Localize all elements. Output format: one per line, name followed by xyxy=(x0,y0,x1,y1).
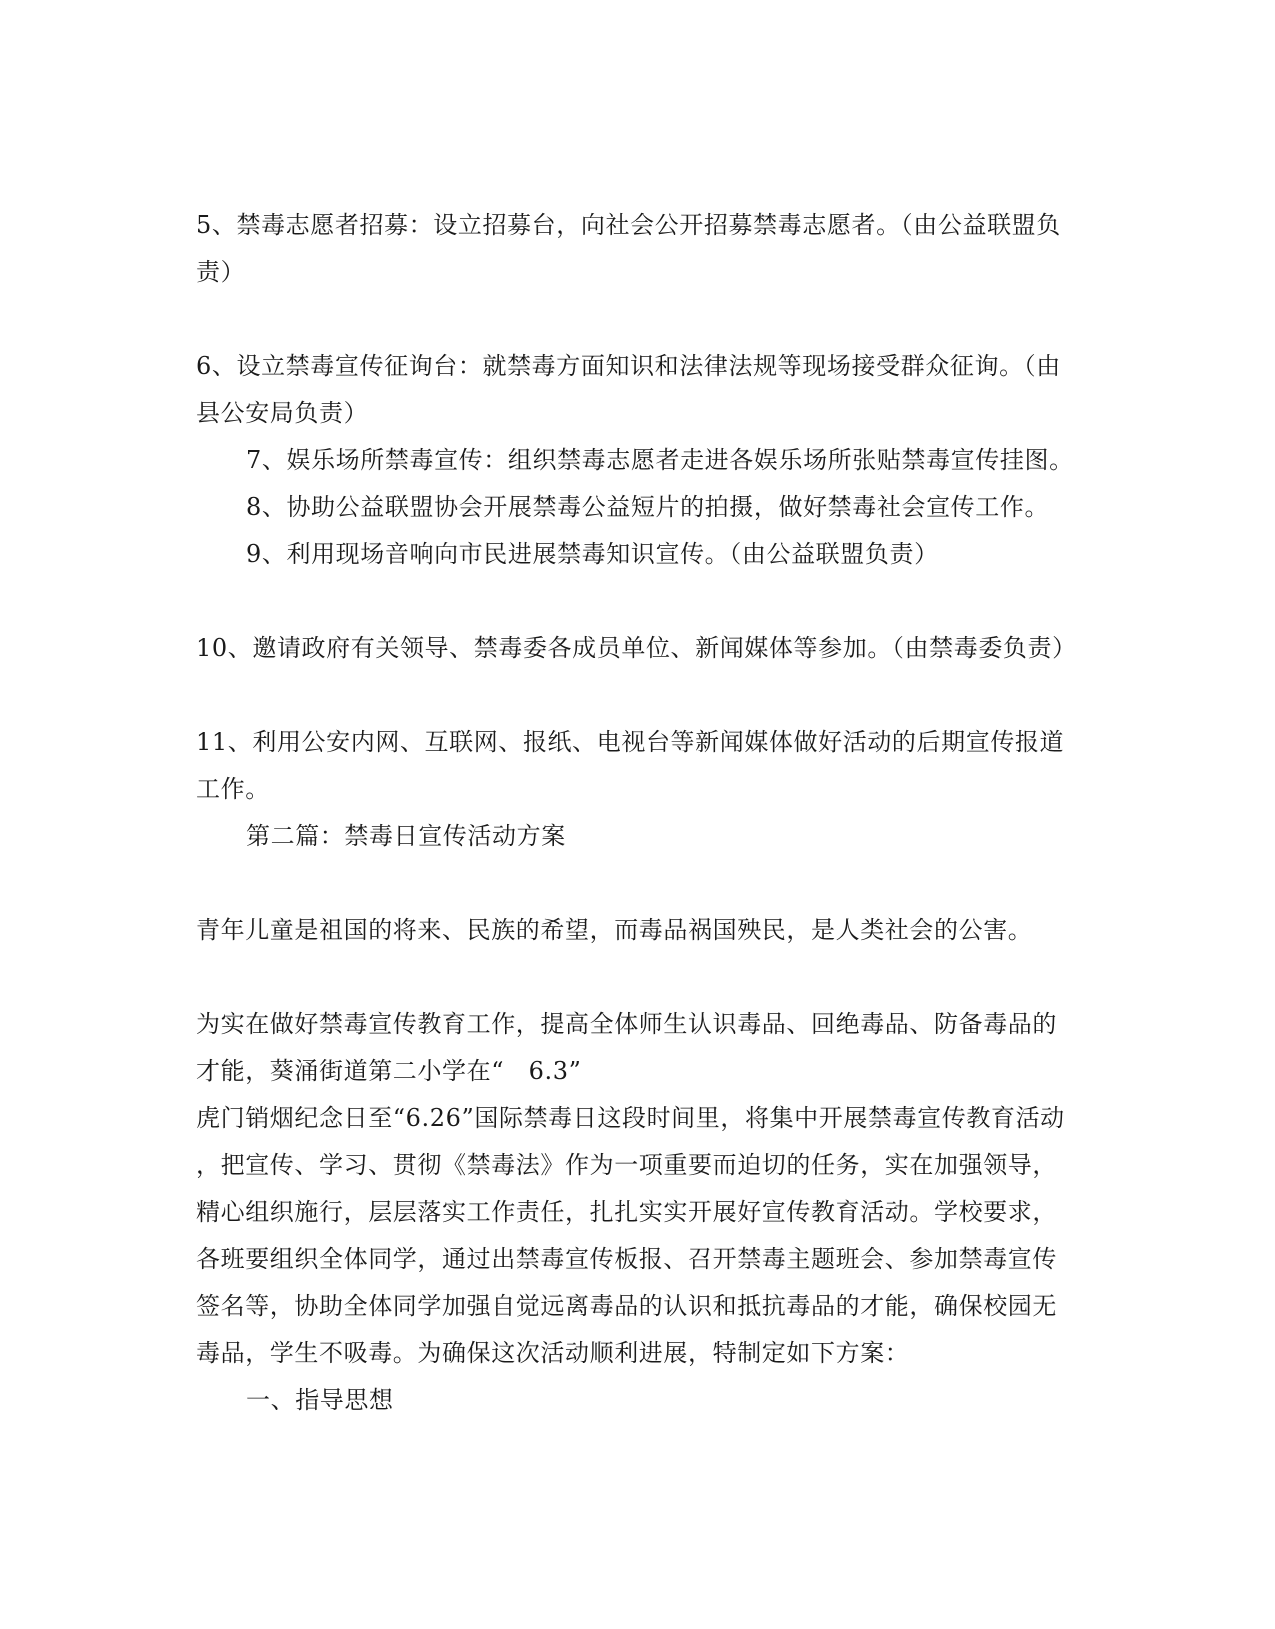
section-heading: 第二篇：禁毒日宣传活动方案 xyxy=(246,822,566,850)
text-line: 精心组织施行，层层落实工作责任，扎扎实实开展好宣传教育活动。学校要求， xyxy=(196,1198,1057,1226)
text-line: 虎门销烟纪念日至“6.26”国际禁毒日这段时间里，将集中开展禁毒宣传教育活动 xyxy=(196,1104,1065,1132)
section-heading: 一、指导思想 xyxy=(246,1386,394,1414)
text-line: 5、禁毒志愿者招募：设立招募台，向社会公开招募禁毒志愿者。（由公益联盟负 xyxy=(196,211,1061,239)
text-line: 6、设立禁毒宣传征询台：就禁毒方面知识和法律法规等现场接受群众征询。（由 xyxy=(196,352,1061,380)
text-line: 才能，葵涌街道第二小学在“ 6.3” xyxy=(196,1057,582,1085)
text-line: 7、娱乐场所禁毒宣传：组织禁毒志愿者走进各娱乐场所张贴禁毒宣传挂图。 xyxy=(246,446,1074,474)
text-line: 为实在做好禁毒宣传教育工作，提高全体师生认识毒品、回绝毒品、防备毒品的 xyxy=(196,1010,1057,1038)
text-line: 签名等，协助全体同学加强自觉远离毒品的认识和抵抗毒品的才能，确保校园无 xyxy=(196,1292,1057,1320)
text-line: 责） xyxy=(196,258,246,286)
text-line: ，把宣传、学习、贯彻《禁毒法》作为一项重要而迫切的任务，实在加强领导， xyxy=(196,1151,1057,1179)
text-line: 11、利用公安内网、互联网、报纸、电视台等新闻媒体做好活动的后期宣传报道 xyxy=(196,728,1065,756)
text-line: 毒品，学生不吸毒。为确保这次活动顺利进展，特制定如下方案： xyxy=(196,1339,910,1367)
text-line: 各班要组织全体同学，通过出禁毒宣传板报、召开禁毒主题班会、参加禁毒宣传 xyxy=(196,1245,1057,1273)
text-line: 县公安局负责） xyxy=(196,399,369,427)
text-line: 10、邀请政府有关领导、禁毒委各成员单位、新闻媒体等参加。（由禁毒委负责） xyxy=(196,634,1077,662)
text-line: 工作。 xyxy=(196,775,270,803)
text-line: 青年儿童是祖国的将来、民族的希望，而毒品祸国殃民，是人类社会的公害。 xyxy=(196,916,1033,944)
text-line: 9、利用现场音响向市民进展禁毒知识宣传。（由公益联盟负责） xyxy=(246,540,939,568)
text-line: 8、协助公益联盟协会开展禁毒公益短片的拍摄，做好禁毒社会宣传工作。 xyxy=(246,493,1050,521)
